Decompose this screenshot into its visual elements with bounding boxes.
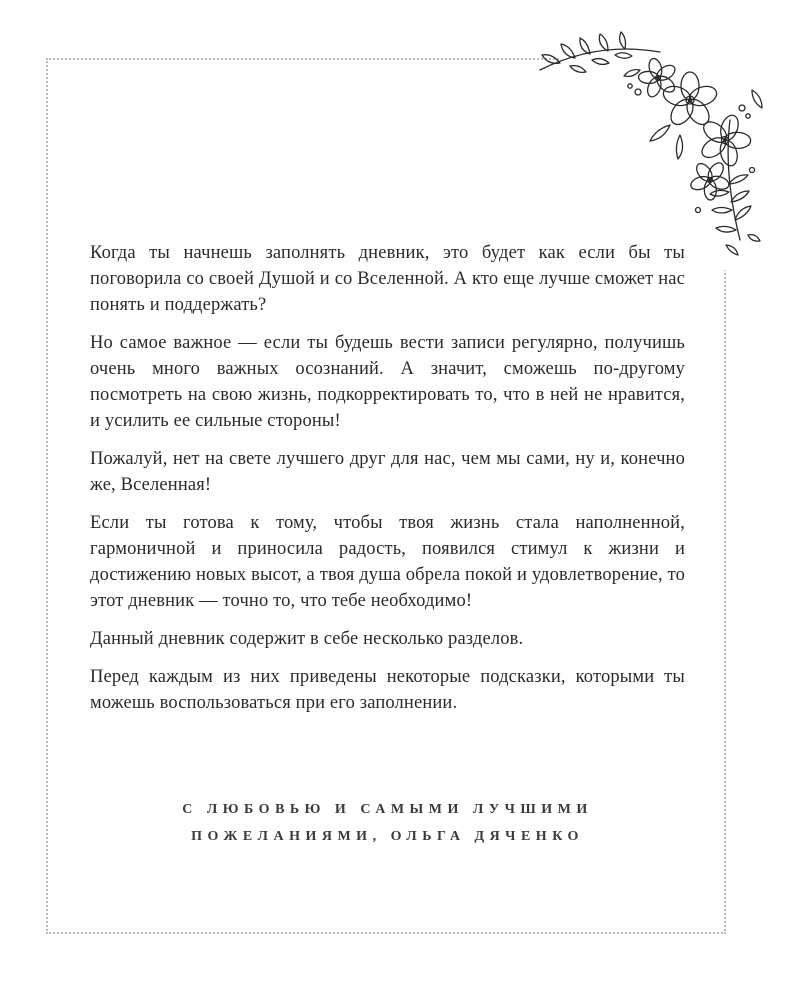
paragraph-1: Когда ты начнешь заполнять дневник, это будет как если бы ты поговорила со своей Душой и со Вселенной. А кто еще лучше сможет нас понять и поддержать? — [90, 243, 685, 315]
intro-text-block — [90, 240, 685, 728]
paragraph-2: Но самое важное — если ты будешь вести записи регулярно, получишь очень много важных осознаний. А значит, сможешь по-другому посмотреть на свою жизнь, подкорректировать то, что в ней не нравится, и усилить ее сильные стороны! — [90, 333, 685, 431]
signature — [90, 796, 685, 850]
paragraph-6: Перед каждым из них приведены некоторые подсказки, которыми ты можешь воспользоваться при его заполнении. — [90, 667, 685, 713]
signature-line-2: ПОЖЕЛАНИЯМИ, ОЛЬГА ДЯЧЕНКО — [191, 829, 584, 844]
paragraph-5: Данный дневник содержит в себе несколько разделов. — [90, 629, 524, 649]
signature-line-1: С ЛЮБОВЬЮ И САМЫМИ ЛУЧШИМИ — [182, 802, 593, 817]
floral-corner-icon — [530, 30, 770, 260]
paragraph-3: Пожалуй, нет на свете лучшего друг для нас, чем мы сами, ну и, конечно же, Вселенная! — [90, 449, 685, 495]
paragraph-4: Если ты готова к тому, чтобы твоя жизнь стала наполненной, гармоничной и приносила радость, появился стимул к жизни и достижению новых высот, а твоя душа обрела покой и удовлетворение, то этот дневник — точно то, что тебе необходимо! — [90, 513, 685, 611]
